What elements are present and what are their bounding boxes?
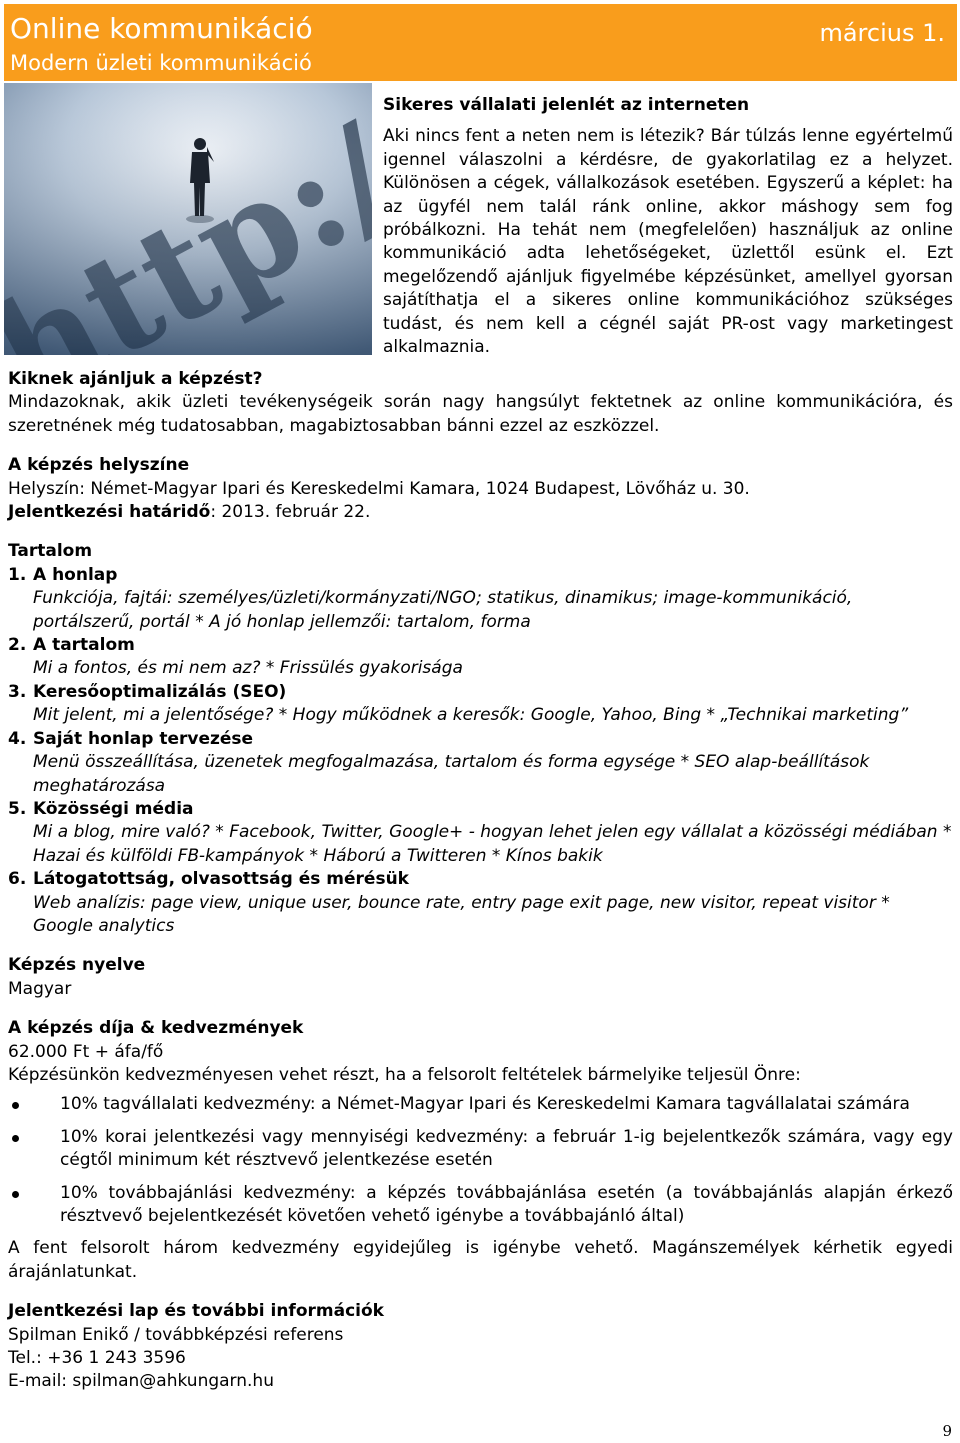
contents-heading: Tartalom (8, 541, 93, 562)
target-text: Mindazoknak, akik üzleti tevékenységeik során nagy hangsúlyt fektetnek az online kommunikációra, és szeretnének még tudatosabban, magabiztosabban bánni ezzel az eszközzel. (8, 392, 953, 436)
contents-item-title (8, 634, 953, 657)
bullet-icon (12, 1135, 19, 1142)
language-heading: Képzés nyelve (8, 955, 146, 976)
contact-phone: Tel.: +36 1 243 3596 (8, 1348, 186, 1369)
contents-item-title-text: Látogatottság, olvasottság és mérésük (33, 869, 409, 890)
target-heading: Kiknek ajánljuk a képzést? (8, 369, 263, 389)
header-subtitle: Modern üzleti kommunikáció (10, 51, 312, 75)
contents-item-title (8, 798, 953, 821)
list-item (8, 1093, 953, 1116)
contents-item-detail: Mit jelent, mi a jelentősége? * Hogy működnek a keresők: Google, Yahoo, Bing * „Technikai marketing” (33, 705, 909, 726)
list-item (8, 1182, 953, 1229)
header-title: Online kommunikáció (10, 12, 313, 45)
fee-heading: A képzés díja & kedvezmények (8, 1018, 304, 1039)
deadline-line (8, 501, 953, 524)
businessman-on-url-photo (4, 83, 372, 355)
contents-item-title (8, 681, 953, 704)
header-date: március 1. (819, 19, 945, 47)
discount-text: 10% korai jelentkezési vagy mennyiségi kedvezmény: a február 1-ig bejelentkezők számára, vagy egy cégtől minimum két résztvevő jelentkezése esetén (60, 1126, 953, 1171)
contact-heading: Jelentkezési lap és további információk (8, 1301, 384, 1322)
contents-item-number: 3. (8, 681, 27, 702)
intro-heading: Sikeres vállalati jelenlét az interneten (383, 95, 750, 115)
discount-text: 10% tagvállalati kedvezmény: a Német-Magyar Ipari és Kereskedelmi Kamara tagvállalatai számára (60, 1094, 910, 1115)
venue-address: Helyszín: Német-Magyar Ipari és Kereskedelmi Kamara, 1024 Budapest, Lövőház u. 30. (8, 478, 750, 499)
contents-item-detail: Mi a blog, mire való? * Facebook, Twitter, Google+ - hogyan lehet jelen egy vállalat a közösségi médiában * Hazai és külföldi FB-kampányok * Háború a Twitteren * Kínos bakik (33, 822, 952, 866)
contents-item-title (8, 564, 953, 587)
contents-item-detail: Mi a fontos, és mi nem az? * Frissülés gyakorisága (33, 658, 463, 679)
contents-item-title-text: Keresőoptimalizálás (SEO) (33, 681, 287, 702)
deadline-label: Jelentkezési határidő (8, 502, 211, 523)
bullet-icon (12, 1102, 19, 1109)
deadline-value: : 2013. február 22. (210, 502, 371, 523)
page-number: 9 (942, 1422, 952, 1440)
page-header (4, 4, 957, 81)
photo-illustration (4, 83, 372, 355)
fee-intro: Képzésünkön kedvezményesen vehet részt, ha a felsorolt feltételek bármelyike teljesül Önre: (8, 1064, 801, 1085)
contents-item-number: 6. (8, 869, 27, 890)
contents-item-title-text: A honlap (33, 564, 118, 585)
language-value: Magyar (8, 978, 72, 999)
contents-item-number: 5. (8, 798, 27, 819)
contents-list (8, 564, 953, 939)
contents-item-detail: Funkciója, fajtái: személyes/üzleti/kormányzati/NGO; statikus, dinamikus; image-kommunikáció, portálszerű, portál * A jó honlap jellemzői: tartalom, forma (33, 588, 853, 632)
fee-note: A fent felsorolt három kedvezmény egyidejűleg is igénybe vehető. Magánszemélyek kérhetik egyedi árajánlatunkat. (8, 1238, 953, 1282)
intro-section (383, 94, 953, 359)
contents-item-title-text: Saját honlap tervezése (33, 728, 254, 749)
venue-heading: A képzés helyszíne (8, 455, 190, 476)
contact-email: E-mail: spilman@ahkungarn.hu (8, 1371, 274, 1392)
contents-item-title-text: A tartalom (33, 635, 135, 656)
main-content (8, 368, 953, 1394)
discount-list (8, 1093, 953, 1228)
contents-item-detail: Menü összeállítása, üzenetek megfogalmazása, tartalom és forma egysége * SEO alap-beállítások meghatározása (33, 752, 870, 796)
list-item (8, 1126, 953, 1173)
discount-text: 10% továbbajánlási kedvezmény: a képzés továbbajánlása esetén (a továbbajánlás alapján érkező résztvevő bejelentkezését követően vehető igénybe a továbbajánló által) (60, 1182, 953, 1226)
contents-item-title (8, 728, 953, 751)
bullet-icon (12, 1191, 19, 1198)
intro-paragraph: Aki nincs fent a neten nem is létezik? Bár túlzás lenne egyértelmű igennel válaszolni a kérdésre, de gyakorlatilag ez a helyzet. Különösen a cégek, vállalkozások esetében. Egyszerű a képlet: ha az ügyfél nem talál ránk online, akkor máshogy sem fog próbálkozni. Ha tehát nem (megfelelően) használjuk az online kommunikáció adta lehetőségeket, üzlettől esünk el. Ezt megelőzendő ajánljuk figyelmébe képzésünket, amellyel gyorsan sajátíthatja el a sikeres online kommunikációhoz szükséges tudást, és nem kell a cégnél saját PR-ost vagy marketingest alkalmaznia. (383, 126, 953, 358)
contents-item-number: 4. (8, 728, 27, 749)
contents-item-title-text: Közösségi média (33, 798, 194, 819)
contact-name: Spilman Enikő / továbbképzési referens (8, 1324, 344, 1345)
contents-item-number: 2. (8, 635, 27, 656)
contents-item-number: 1. (8, 564, 27, 585)
fee-price: 62.000 Ft + áfa/fő (8, 1041, 164, 1062)
contents-item-detail: Web analízis: page view, unique user, bounce rate, entry page exit page, new visitor, repeat visitor * Google analytics (33, 892, 890, 936)
contents-item-title (8, 868, 953, 891)
